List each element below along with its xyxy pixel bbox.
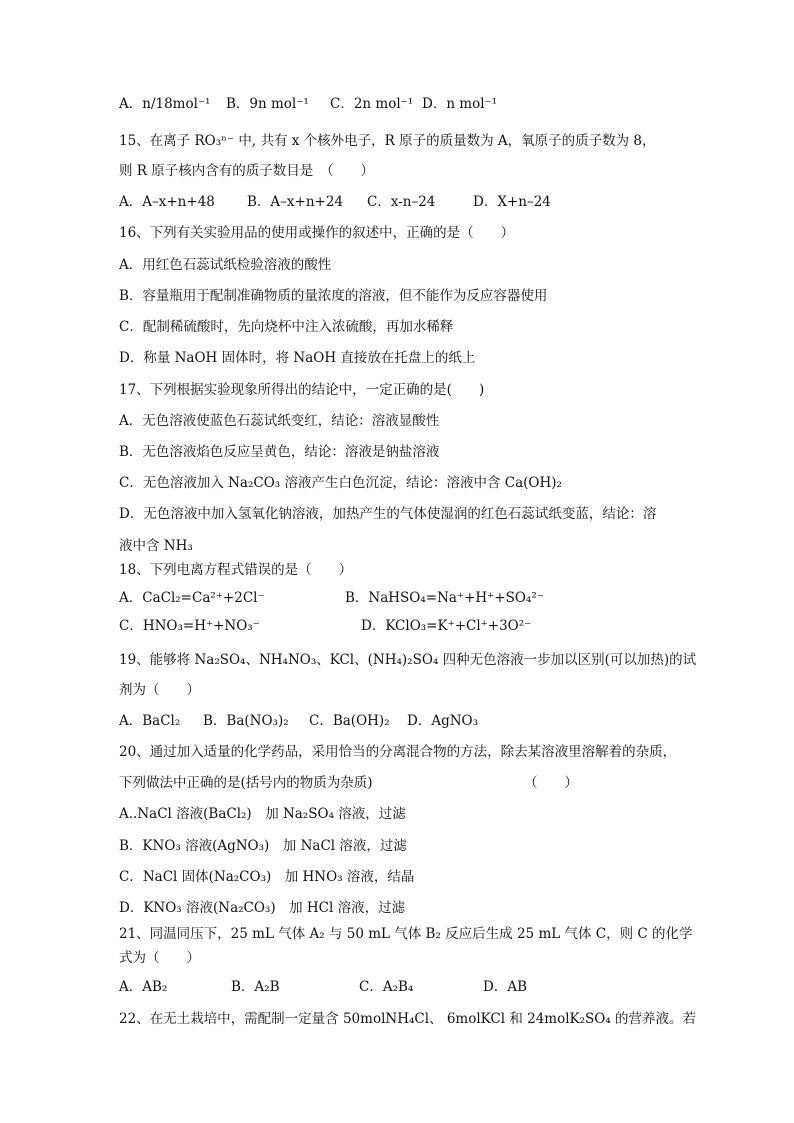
q15-stem-line2: 则 R 原子核内含有的质子数目是 （ ） — [119, 163, 374, 179]
q16-option-c: C．配制稀硫酸时，先向烧杯中注入浓硫酸，再加水稀释 — [119, 319, 454, 335]
q19-stem-line2: 剂为（ ） — [119, 682, 200, 698]
q19-options — [119, 712, 478, 730]
q20-answer-blank: （ ） — [524, 775, 578, 791]
q15-option-c: C．x-n–24 — [367, 194, 436, 210]
q17-option-d-cont: 液中含 NH₃ — [119, 538, 193, 554]
q16-option-b: B．容量瓶用于配制准确物质的量浓度的溶液，但不能作为反应容器使用 — [119, 288, 548, 304]
q15-option-a: A．A–x+n+48 — [119, 194, 215, 210]
q21-option-a: A．AB₂ — [119, 979, 168, 995]
q15-options — [119, 193, 551, 211]
q19-option-d: D．AgNO₃ — [407, 713, 479, 729]
q21-stem-line1: 21、同温同压下，25 mL 气体 A₂ 与 50 mL 气体 B₂ 反应后生成 25 mL 气体 C，则 C 的化学 — [119, 926, 693, 942]
q19-option-b: B．Ba(NO₃)₂ — [203, 713, 289, 729]
q18-option-c: C．HNO₃=H⁺+NO₃⁻ — [119, 618, 260, 634]
q18-option-b: B．NaHSO₄=Na⁺+H⁺+SO₄²⁻ — [345, 590, 544, 606]
q18-option-a: A．CaCl₂=Ca²⁺+2Cl⁻ — [119, 590, 265, 606]
q19-option-a: A．BaCl₂ — [119, 713, 181, 729]
q19-option-c: C．Ba(OH)₂ — [309, 713, 390, 729]
q21-option-b: B．A₂B​​​​ — [231, 979, 280, 995]
q21-option-d: D．AB​​​​ — [483, 979, 527, 995]
q15-option-d: D．X+n–24 — [473, 194, 551, 210]
q18-stem: 18、下列电离方程式错误的是（ ） — [119, 562, 353, 578]
q17-option-c: C．无色溶液加入 Na₂CO₃ 溶液产生白色沉淀，结论：溶液中含 Ca(OH)₂ — [119, 475, 562, 491]
q20-stem-line1: 20、通过加入适量的化学药品，采用恰当的分离混合物的方法，除去某溶液里溶解着的杂质， — [119, 744, 677, 760]
q20-stem-line2 — [119, 774, 578, 792]
q20-option-d: D．KNO₃ 溶液(Na₂CO₃) 加 HCl 溶液，过滤 — [119, 900, 406, 916]
q14-option-b: B．9n mol⁻¹ — [226, 96, 309, 112]
q16-option-a: A．用红色石蕊试纸检验溶液的酸性 — [119, 257, 332, 273]
q14-option-d: D．n mol⁻¹ — [422, 96, 498, 112]
q22-stem: 22、在无土栽培中，需配制一定量含 50molNH₄Cl、 6molKCl 和 24molK₂SO₄ 的营养液。若 — [119, 1011, 697, 1027]
q14-option-a: A．n/18mol⁻¹ — [119, 96, 211, 112]
q20-option-b: B．KNO₃ 溶液(AgNO₃) 加 NaCl 溶液，过滤 — [119, 838, 407, 854]
q17-option-d: D．无色溶液中加入氢氧化钠溶液，加热产生的气体使湿润的红色石蕊试纸变蓝，结论：溶 — [119, 506, 657, 522]
q21-stem-line2: 式为（ ） — [119, 950, 200, 966]
q17-stem: 17、下列根据实验现象所得出的结论中，一定正确的是( ) — [119, 382, 485, 398]
q19-stem-line1: 19、能够将 Na₂SO₄、NH₄NO₃、KCl、(NH₄)₂SO₄ 四种无色溶液一步加以区别(可以加热)的试 — [119, 652, 697, 668]
q20-option-a: A..NaCl 溶液(BaCl₂) 加 Na₂SO₄ 溶液，过滤 — [119, 806, 406, 822]
q14-options — [119, 95, 497, 113]
q18-options-row1 — [119, 589, 544, 607]
q14-option-c: C．2n mol⁻¹ — [330, 96, 414, 112]
q15-option-b: B．A–x+n+24 — [247, 194, 344, 210]
q21-options — [119, 978, 527, 996]
q17-option-b: B．无色溶液焰色反应呈黄色，结论：溶液是钠盐溶液 — [119, 444, 440, 460]
q21-option-c: C．A₂B₄ — [359, 979, 414, 995]
q16-option-d: D．称量 NaOH 固体时，将 NaOH 直接放在托盘上的纸上 — [119, 350, 476, 366]
q16-stem: 16、下列有关实验用品的使用或操作的叙述中，正确的是（ ） — [119, 225, 515, 241]
q20-option-c: C．NaCl 固体(Na₂CO₃) 加 HNO₃ 溶液，结晶 — [119, 869, 415, 885]
q18-option-d: D．KClO₃=K⁺+Cl⁺+3O²⁻ — [361, 618, 532, 634]
q20-stem-text: 下列做法中正确的是(括号内的物质为杂质) — [119, 775, 373, 791]
q17-option-a: A．无色溶液使蓝色石蕊试纸变红，结论：溶液显酸性 — [119, 413, 440, 429]
q15-stem-line1: 15、在离子 RO₃ⁿ⁻ 中, 共有 x 个核外电子，R 原子的质量数为 A，氧原子的质子数为 8， — [119, 133, 656, 149]
q18-options-row2 — [119, 617, 531, 635]
